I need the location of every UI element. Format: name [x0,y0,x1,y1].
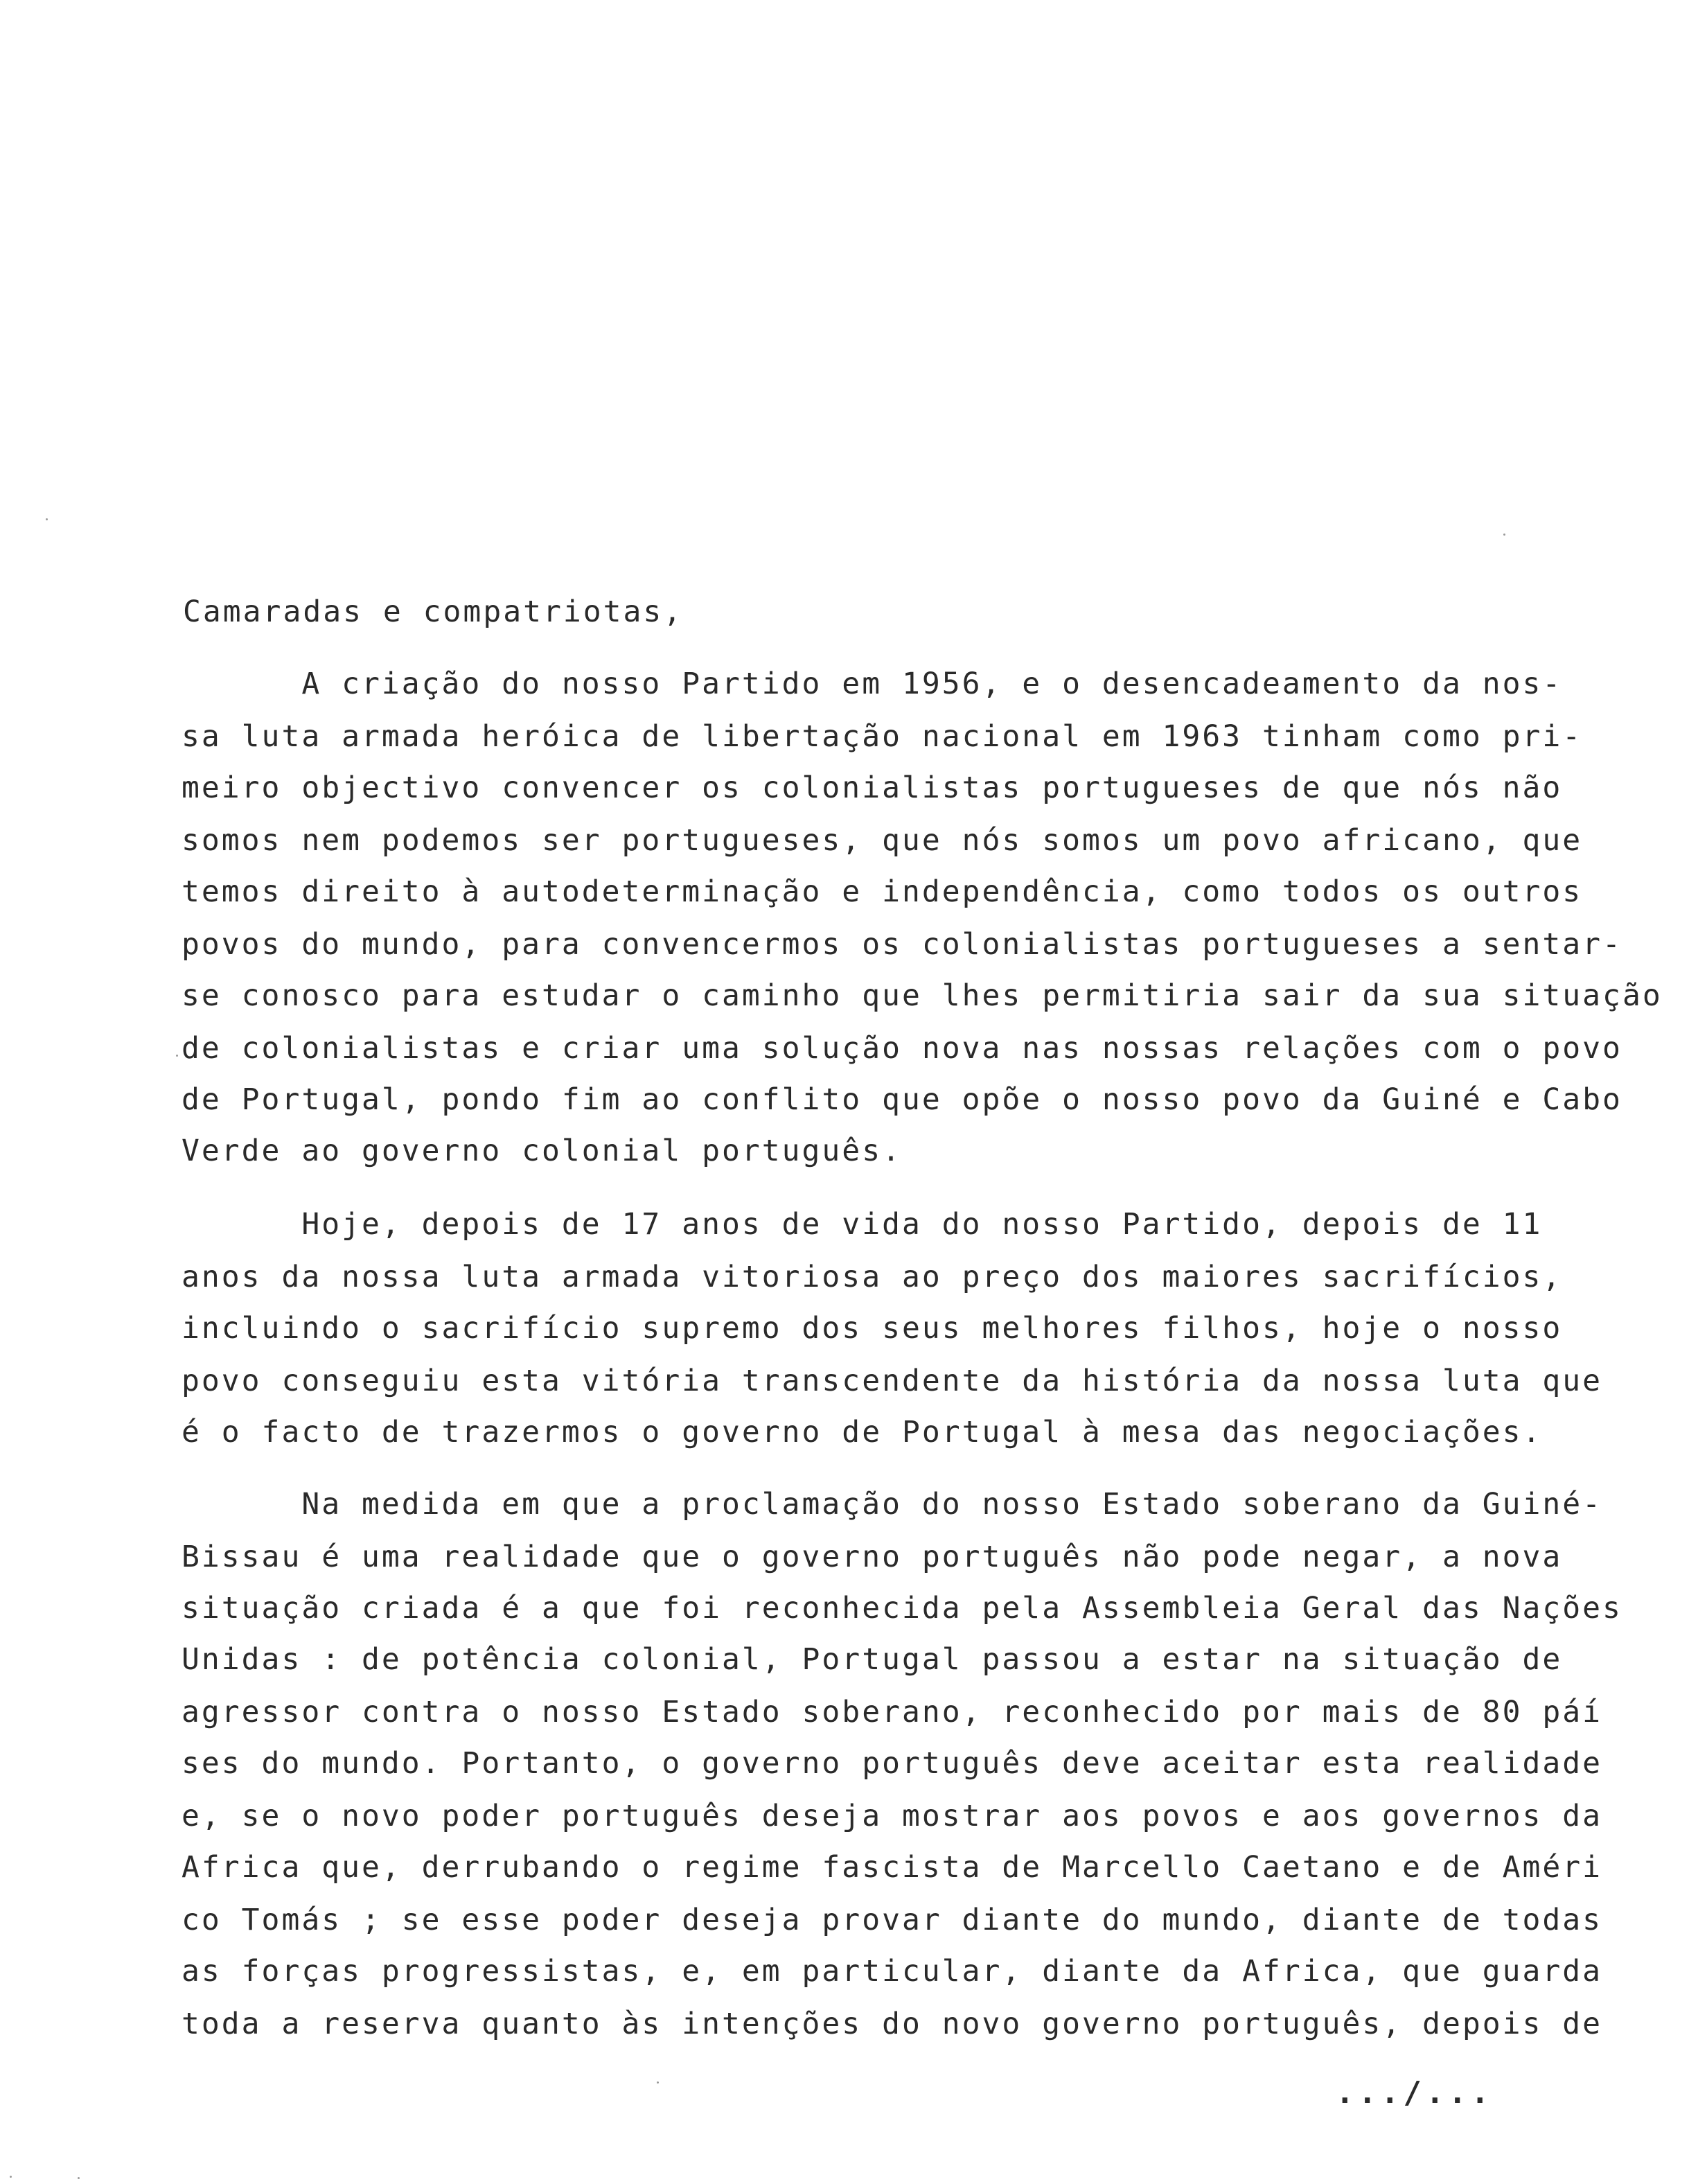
paragraph-1-line-8: de colonialistas e criar uma solução nova nas nossas relações com o povo [182,1031,1622,1066]
paragraph-1-line-10: Verde ao governo colonial português. [182,1134,902,1168]
scan-speck [46,518,48,520]
paragraph-1-line-4: somos nem podemos ser portugueses, que nós somos um povo africano, que [182,823,1583,858]
paragraph-2-line-2: anos da nossa luta armada vitoriosa ao preço dos maiores sacrifícios, [182,1260,1563,1294]
paragraph-3-line-4: Unidas : de potência colonial, Portugal passou a estar na situação de [182,1642,1563,1677]
paragraph-1-line-3: meiro objectivo convencer os colonialistas portugueses de que nós não [182,770,1563,805]
paragraph-3-line-5: agressor contra o nosso Estado soberano, reconhecido por mais de 80 páí [182,1695,1603,1729]
paragraph-3-line-1: Na medida em que a proclamação do nosso Estado soberano da Guiné- [182,1487,1603,1522]
paragraph-2-line-4: povo conseguiu esta vitória transcendente da história da nossa luta que [182,1364,1603,1398]
paragraph-1-line-2: sa luta armada heróica de libertação nacional em 1963 tinham como pri- [182,719,1583,754]
scan-speck [176,1055,178,1057]
paragraph-3-line-11: toda a reserva quanto às intenções do novo governo português, depois de [182,2007,1603,2041]
scan-speck [657,2081,659,2084]
paragraph-1-line-5: temos direito à autodeterminação e independência, como todos os outros [182,874,1583,909]
scan-speck [1503,534,1505,536]
paragraph-1-line-7: se conosco para estudar o caminho que lhes permitiria sair da sua situação [182,978,1663,1013]
salutation: Camaradas e compatriotas, [183,595,684,629]
paragraph-2-line-3: incluindo o sacrifício supremo dos seus melhores filhos, hoje o nosso [182,1311,1563,1346]
scan-speck [10,2176,12,2178]
paragraph-2-line-1: Hoje, depois de 17 anos de vida do nosso Partido, depois de 11 [182,1207,1543,1242]
paragraph-3-line-2: Bissau é uma realidade que o governo português não pode negar, a nova [182,1540,1563,1574]
paragraph-3-line-3: situação criada é a que foi reconhecida pela Assembleia Geral das Nações [182,1591,1622,1626]
paragraph-3-line-10: as forças progressistas, e, em particular, diante da Africa, que guarda [182,1954,1603,1989]
paragraph-1-line-9: de Portugal, pondo fim ao conflito que opõe o nosso povo da Guiné e Cabo [182,1082,1622,1117]
paragraph-2-line-5: é o facto de trazermos o governo de Portugal à mesa das negociações. [182,1415,1543,1450]
paragraph-3-line-7: e, se o novo poder português deseja mostrar aos povos e aos governos da [182,1799,1603,1833]
paragraph-3-line-9: co Tomás ; se esse poder deseja provar diante do mundo, diante de todas [182,1903,1603,1937]
paragraph-1-line-6: povos do mundo, para convencermos os colonialistas portugueses a sentar- [182,927,1622,962]
continuation-mark: .../... [1336,2075,1494,2111]
paragraph-1-line-1: A criação do nosso Partido em 1956, e o desencadeamento da nos- [182,667,1563,701]
paragraph-3-line-6: ses do mundo. Portanto, o governo português deve aceitar esta realidade [182,1746,1603,1781]
paragraph-3-line-8: Africa que, derrubando o regime fascista de Marcello Caetano e de Améri [182,1850,1603,1885]
scan-speck [78,2177,80,2179]
